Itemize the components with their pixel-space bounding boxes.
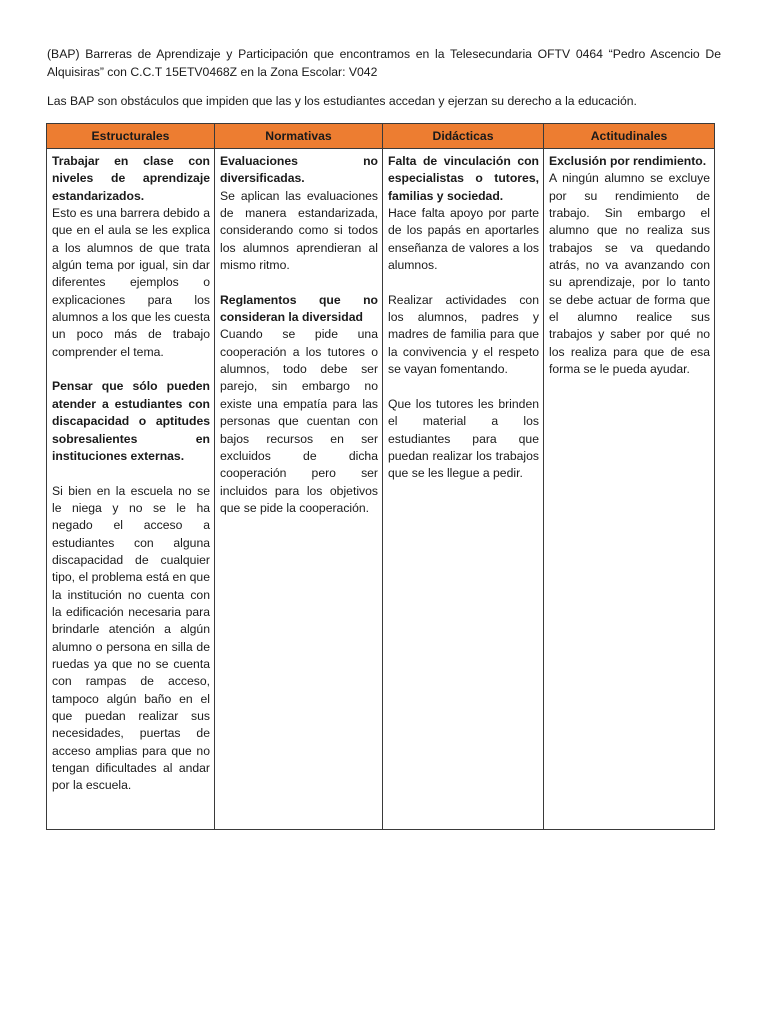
document-definition-paragraph: Las BAP son obstáculos que impiden que las y los estudiantes accedan y ejerzan su derecho a la educación. — [47, 94, 637, 108]
barrier-block — [52, 378, 210, 465]
header-didacticas: Didácticas — [383, 124, 544, 149]
barrier-block — [388, 153, 539, 274]
barrier-title: Pensar que sólo pueden atender a estudiantes con discapacidad o aptitudes sobresalientes en instituciones externas. — [52, 379, 210, 463]
cell-actitudinales — [544, 149, 715, 830]
barrier-title: Trabajar en clase con niveles de aprendizaje estandarizados. — [52, 154, 210, 203]
cell-didacticas — [383, 149, 544, 830]
barrier-text: Realizar actividades con los alumnos, padres y madres de familia para que la convivencia y el respeto se vayan fomentando. — [388, 292, 539, 377]
barrier-block — [549, 153, 710, 378]
barrier-text: Esto es una barrera debido a que en el aula se les explica a los alumnos de que trata algún tema por igual, sin dar diferentes ejemplos o explicaciones para los alumnos a los que les cuesta un poco más de trabajo comprender el tema. — [52, 206, 210, 359]
barrier-title: Evaluaciones no diversificadas. — [220, 154, 378, 186]
barrier-text: A ningún alumno se excluye por su rendimiento de trabajo. Sin embargo el alumno que no realiza sus trabajos se va quedando atrás, no va avanzando con su aprendizaje, por lo tanto se debe actuar de forma que el alumno realice sus trabajos y saber por qué no los realiza para que de esa forma se le pueda ayudar. — [549, 171, 710, 377]
barrier-block — [52, 153, 210, 361]
barrier-text: Que los tutores les brinden el material a los estudiantes para que puedan realizar los trabajos que se les llegue a pedir. — [388, 396, 539, 481]
table-row — [47, 149, 715, 830]
barrier-text: Cuando se pide una cooperación a los tutores o alumnos, todo debe ser parejo, sin embargo no existe una empatía para las personas que cuentan con bajos recursos en ser excluidos de dicha cooperación pero ser incluidos para los objetivos que se pide la cooperación. — [220, 327, 378, 515]
barrier-block — [220, 153, 378, 274]
barrier-title: Falta de vinculación con especialistas o tutores, familias y sociedad. — [388, 154, 539, 203]
table-header-row — [47, 124, 715, 149]
header-normativas: Normativas — [215, 124, 383, 149]
barrier-text: Se aplican las evaluaciones de manera estandarizada, considerando como si todos los alumnos aprendieran al mismo ritmo. — [220, 188, 378, 273]
barrier-title: Exclusión por rendimiento. — [549, 154, 707, 168]
barrier-text: Si bien en la escuela no se le niega y no se le ha negado el acceso a estudiantes con alguna discapacidad de cualquier tipo, el problema está en que la institución no cuenta con la edificación necesaria para brindarle atención a algún alumno o persona en silla de ruedas ya que no se cuenta con rampas de acceso, tampoco algún baño en el que puedan realizar sus necesidades, puertas de acceso amplias para que no tengan dificultades al andar por la escuela. — [52, 483, 210, 793]
barrier-block — [388, 396, 539, 483]
barrier-title: Reglamentos que no consideran la diversidad — [220, 292, 378, 325]
barrier-block — [52, 483, 210, 795]
bap-table — [46, 123, 715, 830]
barrier-block — [220, 292, 378, 517]
header-actitudinales: Actitudinales — [544, 124, 715, 149]
barrier-block — [388, 292, 539, 379]
cell-normativas — [215, 149, 383, 830]
document-title-paragraph: (BAP) Barreras de Aprendizaje y Participación que encontramos en la Telesecundaria OFTV 0464 “Pedro Ascencio De Alquisiras” con C.C.T 15ETV0468Z en la Zona Escolar: V042 — [47, 47, 721, 79]
cell-estructurales — [47, 149, 215, 830]
barrier-text: Hace falta apoyo por parte de los papás en aportarles enseñanza de valores a los alumnos. — [388, 206, 539, 273]
header-estructurales: Estructurales — [47, 124, 215, 149]
